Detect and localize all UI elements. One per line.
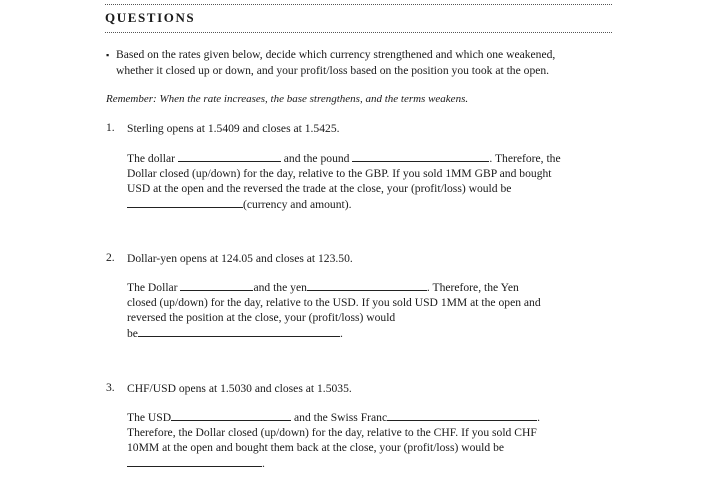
q2-blank-yen[interactable] (307, 279, 427, 291)
top-dotted-rule (105, 4, 612, 5)
q3-text-c: . (537, 411, 540, 424)
q3-blank-franc[interactable] (387, 409, 537, 421)
heading-dotted-rule (105, 32, 612, 33)
q3-body (127, 409, 540, 471)
intro-instructions (106, 47, 555, 78)
q2-stem: Dollar-yen opens at 124.05 and closes at 123.50. (127, 252, 353, 265)
q2-text-b: and the yen (253, 281, 307, 294)
q2-text-d: be (127, 327, 138, 340)
q3-line-2: Therefore, the Dollar closed (up/down) for the day, relative to the CHF. If you sold CHF (127, 426, 537, 439)
q2-blank-dollar[interactable] (180, 279, 253, 291)
remember-note: Remember: When the rate increases, the base strengthens, and the terms weakens. (106, 93, 469, 105)
q1-blank-pound[interactable] (352, 150, 489, 162)
q2-number: 2. (106, 251, 115, 264)
section-heading: QUESTIONS (105, 10, 196, 25)
q3-line-3: 10MM at the open and bought them back at the close, your (profit/loss) would be (127, 441, 505, 454)
q3-blank-amount[interactable] (127, 455, 262, 467)
q3-text-a: The USD (127, 411, 172, 424)
q2-line-1 (127, 279, 541, 295)
q3-line-1 (127, 409, 540, 425)
q1-line-3: USD at the open and the reversed the trade at the close, your (profit/loss) would be (127, 182, 512, 195)
q1-line-4 (127, 196, 561, 212)
q2-text-e: . (339, 327, 343, 340)
q3-number: 3. (106, 381, 115, 394)
q1-blank-dollar[interactable] (178, 150, 281, 162)
intro-line-1: Based on the rates given below, decide which currency strengthened and which one weakened, (116, 48, 556, 61)
q1-number: 1. (106, 121, 115, 134)
q2-line-4 (127, 325, 541, 341)
bullet-icon: ▪ (106, 50, 110, 60)
q1-blank-amount[interactable] (127, 196, 243, 208)
q1-stem: Sterling opens at 1.5409 and closes at 1.5425. (127, 122, 340, 135)
q2-blank-amount[interactable] (138, 325, 340, 337)
q1-text-b: and the pound (280, 152, 353, 165)
q2-text-a: The Dollar (127, 281, 181, 294)
q1-text-d: (currency and amount). (243, 198, 352, 211)
q2-body (127, 279, 541, 341)
q2-line-3: reversed the position at the close, your (profit/loss) would (127, 311, 396, 324)
q3-blank-usd[interactable] (171, 409, 291, 421)
q1-body (127, 150, 561, 212)
q3-text-b: and the Swiss Franc (291, 411, 388, 424)
q1-text-a: The dollar (127, 152, 178, 165)
q2-text-c: . Therefore, the Yen (426, 281, 519, 294)
q1-text-c: . Therefore, the (489, 152, 561, 165)
q1-line-1 (127, 150, 561, 166)
q3-line-4 (127, 455, 540, 471)
q2-line-2: closed (up/down) for the day, relative to the USD. If you sold USD 1MM at the open and (127, 296, 541, 309)
q3-text-d: . (262, 457, 265, 470)
q3-stem: CHF/USD opens at 1.5030 and closes at 1.5035. (127, 382, 352, 395)
intro-line-2: whether it closed up or down, and your profit/loss based on the position you took at the open. (116, 64, 550, 77)
q1-line-2: Dollar closed (up/down) for the day, relative to the GBP. If you sold 1MM GBP and bought (127, 167, 552, 180)
